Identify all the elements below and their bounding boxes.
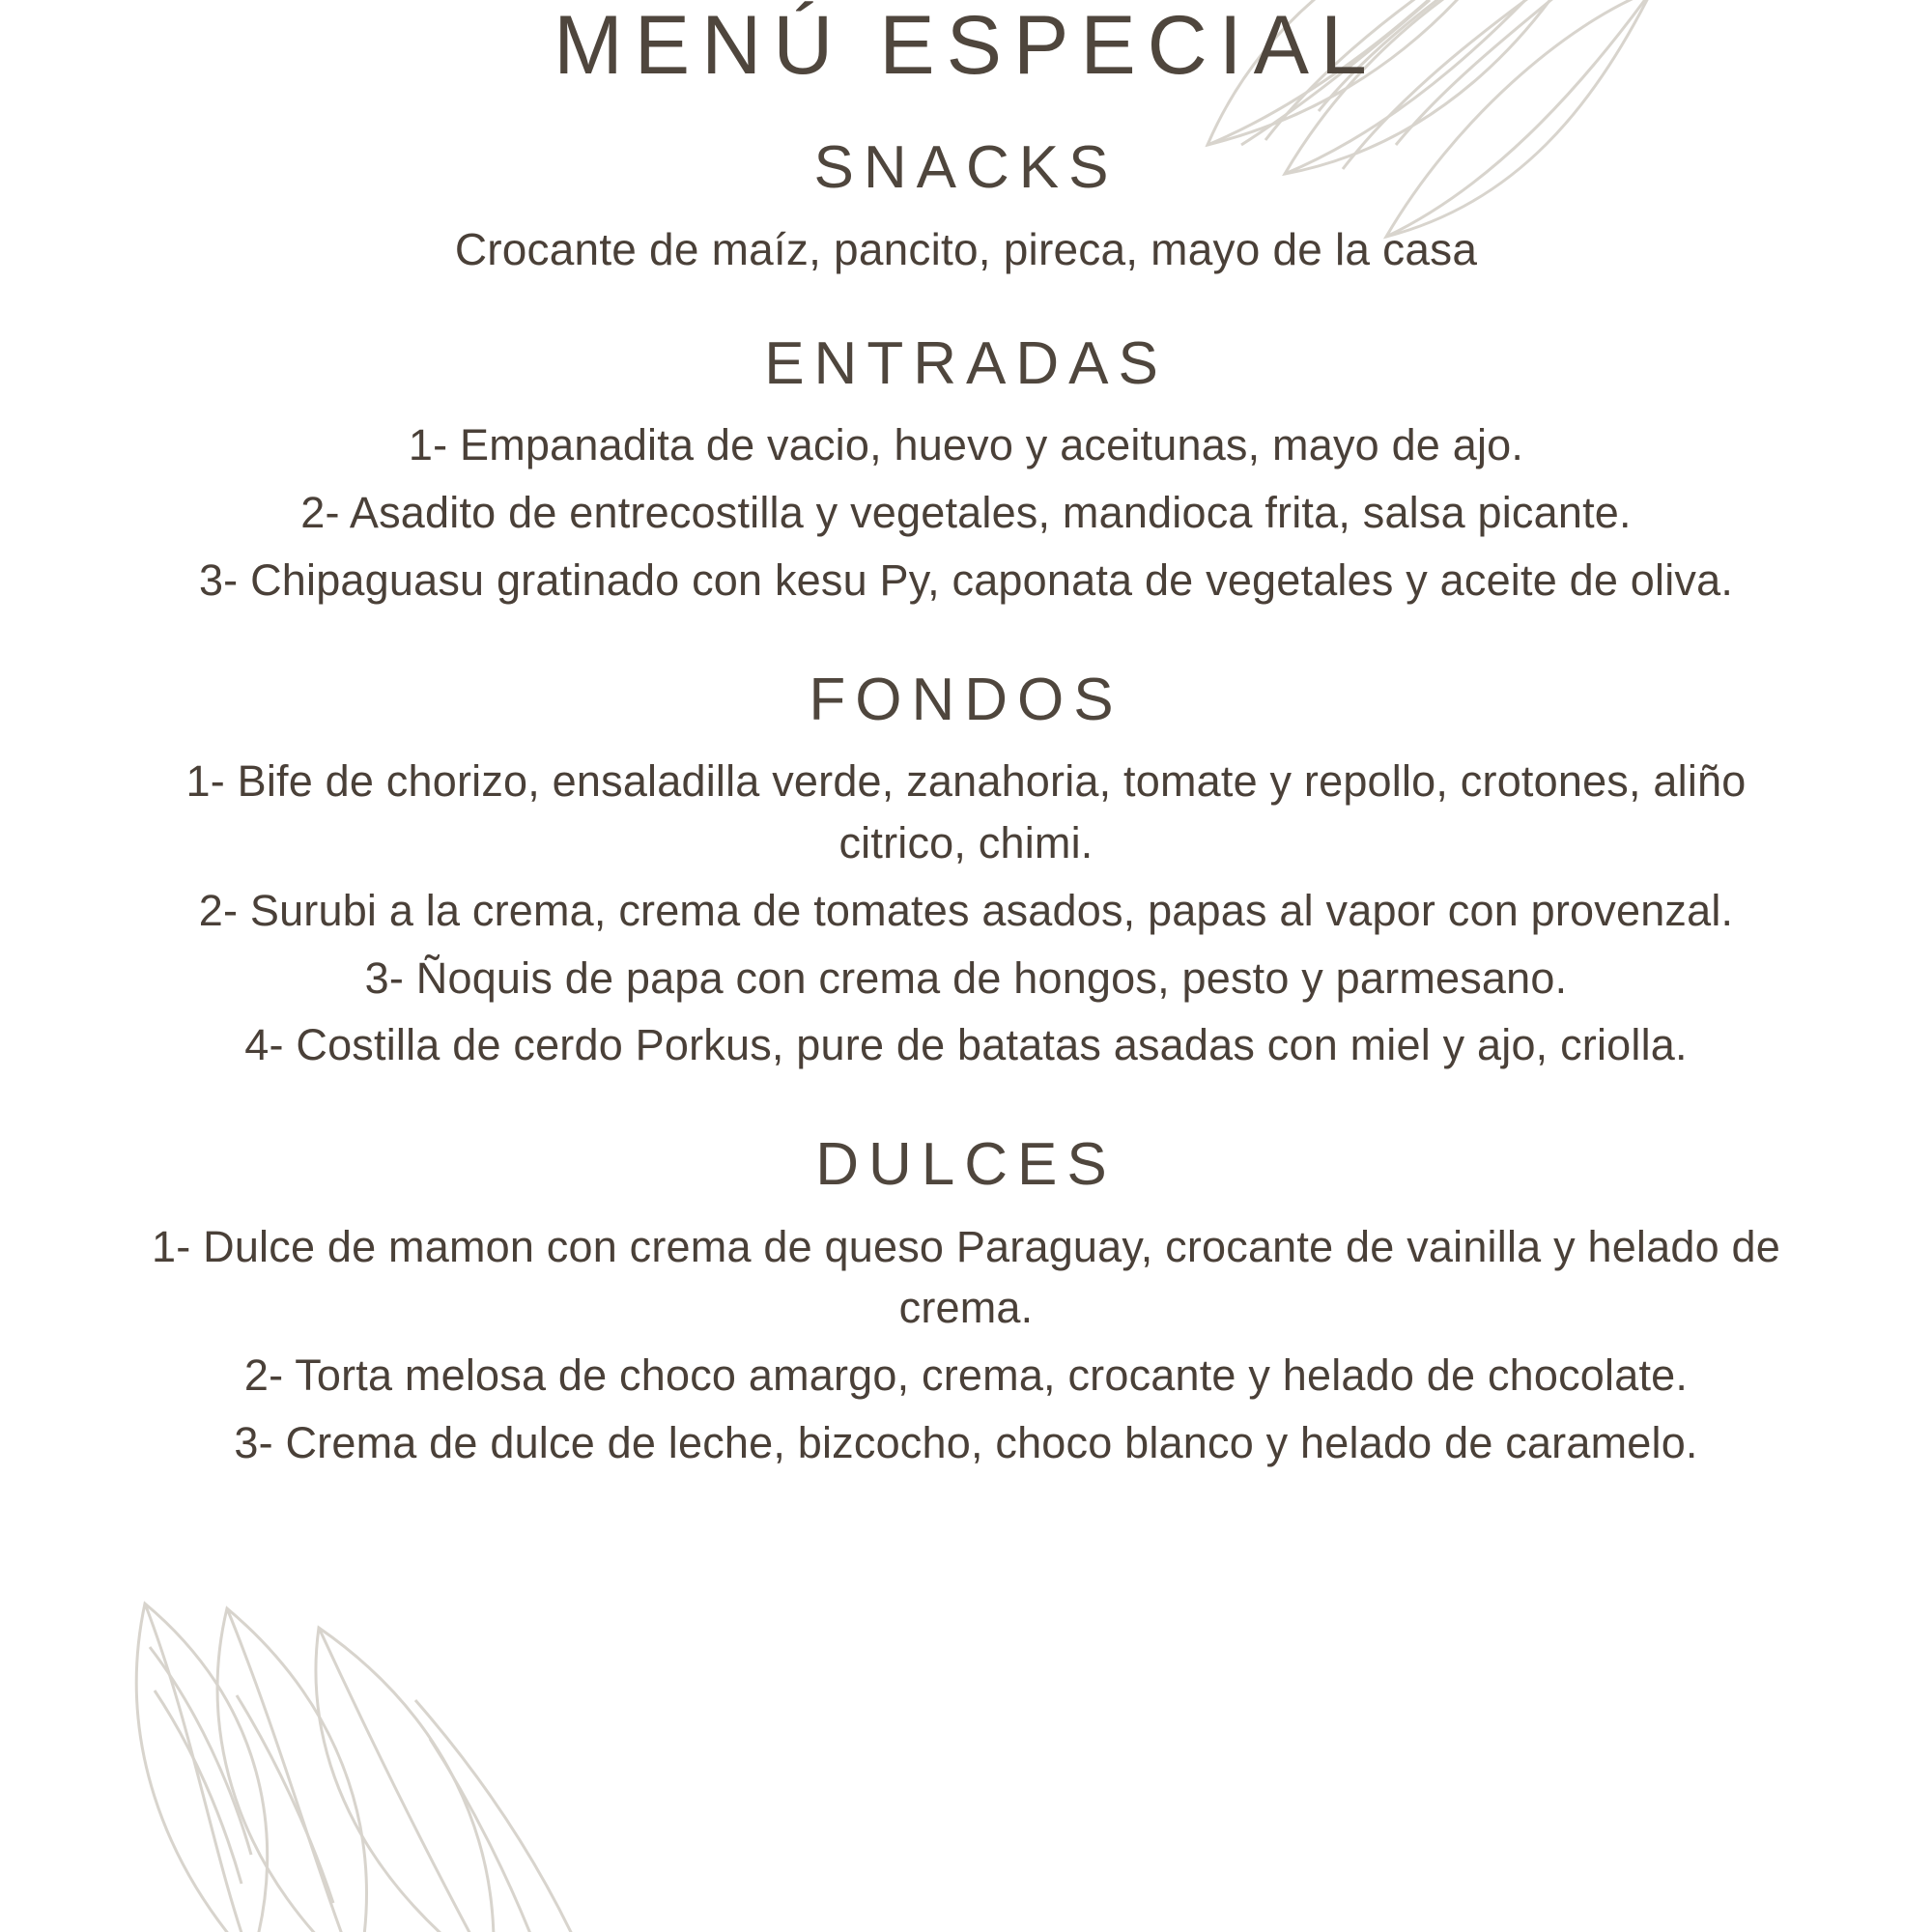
page-title: MENÚ ESPECIAL — [554, 0, 1378, 92]
list-item: 2- Torta melosa de choco amargo, crema, crocante y helado de chocolate. — [243, 1350, 1689, 1401]
list-item: 1- Empanadita de vacio, huevo y aceitunas, mayo de ajo. — [408, 420, 1524, 470]
section-items-entradas — [116, 414, 1816, 611]
section-dulces — [116, 1082, 1816, 1474]
list-item: 2- Asadito de entrecostilla y vegetales, mandioca frita, salsa picante. — [300, 487, 1632, 537]
list-item: 1- Dulce de mamon con crema de queso Paraguay, crocante de vainilla y helado de crema. — [152, 1221, 1780, 1333]
section-heading-entradas: ENTRADAS — [764, 329, 1168, 397]
section-fondos — [116, 617, 1816, 1077]
list-item: 3- Chipaguasu gratinado con kesu Py, caponata de vegetales y aceite de oliva. — [198, 554, 1734, 605]
list-item: 1- Bife de chorizo, ensaladilla verde, zanahoria, tomate y repollo, crotones, aliño citrico, chimi. — [185, 755, 1747, 867]
section-heading-dulces: DULCES — [815, 1131, 1117, 1199]
section-items-dulces — [116, 1216, 1816, 1475]
list-item: 4- Costilla de cerdo Porkus, pure de batatas asadas con miel y ajo, criolla. — [244, 1020, 1688, 1070]
list-item: 3- Ñoquis de papa con crema de hongos, pesto y parmesano. — [364, 952, 1568, 1003]
list-item: 3- Crema de dulce de leche, bizcocho, choco blanco y helado de caramelo. — [234, 1418, 1698, 1468]
list-item: 2- Surubi a la crema, crema de tomates asados, papas al vapor con provenzal. — [198, 885, 1734, 935]
section-items-snacks — [116, 218, 1816, 280]
section-entradas — [116, 281, 1816, 611]
list-item: Crocante de maíz, pancito, pireca, mayo de la casa — [454, 224, 1478, 275]
section-items-fondos — [116, 751, 1816, 1076]
section-heading-snacks: SNACKS — [813, 134, 1119, 202]
section-heading-fondos: FONDOS — [809, 666, 1123, 733]
menu-content — [116, 0, 1816, 1474]
section-snacks — [116, 89, 1816, 281]
leaf-illustration-bottom-left — [58, 1575, 599, 1932]
